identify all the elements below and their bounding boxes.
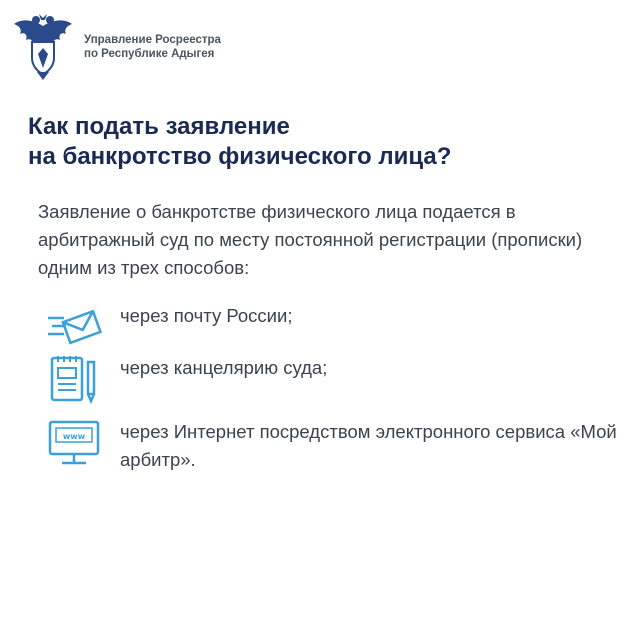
method-item-mail <box>44 302 620 354</box>
header <box>12 12 221 82</box>
computer-www-icon <box>44 418 104 470</box>
mail-envelope-icon <box>44 302 104 354</box>
notepad-pen-icon <box>44 354 104 406</box>
org-name-line2: по Республике Адыгея <box>84 48 215 60</box>
page-title-line1: Как подать заявление <box>28 113 290 140</box>
page-title <box>28 112 628 172</box>
method-item-court-office <box>44 354 620 406</box>
intro-paragraph: Заявление о банкротстве физического лица подается в арбитражный суд по месту постоянной регистрации (прописки) одним из трех способов: <box>38 201 583 278</box>
method-item-internet <box>44 418 620 474</box>
org-name-line1: Управление Росреестра <box>84 34 221 46</box>
organization-name <box>84 33 221 61</box>
method-text-internet: через Интернет посредством электронного сервиса «Мой арбитр». <box>120 421 617 470</box>
rosreestr-emblem-icon <box>12 12 74 82</box>
svg-text:www: www <box>62 432 86 441</box>
method-text-mail: через почту России; <box>120 305 293 326</box>
page-title-line2: на банкротство физического лица? <box>28 143 452 170</box>
method-text-court-office: через канцелярию суда; <box>120 357 328 378</box>
